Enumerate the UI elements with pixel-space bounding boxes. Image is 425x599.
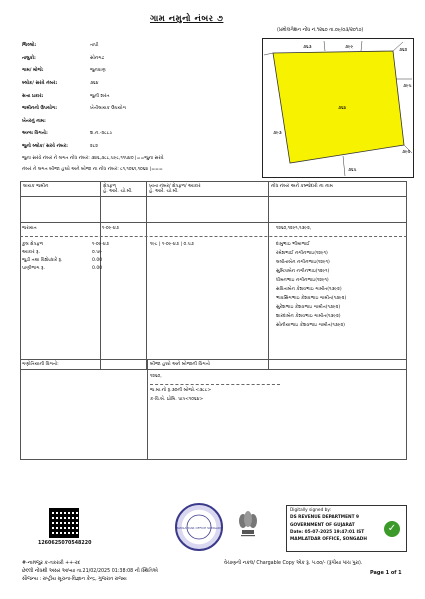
tenure-label: સત્તા પ્રકાર: bbox=[22, 94, 44, 99]
owner-item: રમેશભાઈ નગીનભાઇ(૧૨૯૧) bbox=[276, 251, 328, 256]
old-survey-label: જુનો બ્લોક/ સરવે નંબર: bbox=[22, 144, 68, 149]
boundary-line bbox=[343, 156, 345, 176]
land-area: ૧-૦૯-૪૭ bbox=[102, 226, 120, 231]
tenure-value: જુની શરત bbox=[90, 94, 110, 99]
signature-line: Date: 05-07-2025 19:47:01 IST bbox=[290, 530, 365, 536]
dashed-divider bbox=[150, 384, 280, 385]
neighbor-number: ૩૯૩ bbox=[273, 131, 282, 136]
taluka-label: તાલુકો: bbox=[22, 56, 36, 61]
owner-item: ધીમનભાઇ નગીનભાઇ(૧૨૯૧) bbox=[276, 278, 329, 283]
owner-item: સવિતાબેન કેશવભાઇ ગામીત(૧૩૯૨) bbox=[276, 287, 342, 292]
total-area-label: કુલ ક્ષેત્રફળ bbox=[22, 242, 44, 247]
status-date-text: છેલ્લી નોંધથી અસર આપ્યા તા.21/02/2025 01:38:08 ની સ્થિતિએ bbox=[22, 569, 158, 574]
plot-map-svg bbox=[263, 39, 413, 177]
signature-line: DS REVENUE DEPARTMENT 9 bbox=[290, 515, 360, 521]
judi-label: જુડી તથા વિશેષધારે રૂ. bbox=[22, 258, 63, 263]
neighbor-number: ૩૬૩ bbox=[303, 45, 312, 50]
district-value: તાપી bbox=[90, 43, 99, 48]
copy-charge-text: વેચાણની નકલ/ Chargable Copy એક રૂ. ૫.૦૦/- (રૂપીયા પાંચ પુરા). bbox=[224, 561, 363, 566]
owner-item: દામુભાઇ ભીમાભાઈ bbox=[276, 242, 310, 247]
owner-item: સુમિત્રાબેન નગીનભાઇ(૧૨૯૧) bbox=[276, 269, 330, 274]
office-seal bbox=[175, 503, 223, 551]
seal-ring bbox=[177, 505, 221, 549]
field-name-label: ખેતરનું નામ: bbox=[22, 119, 46, 124]
owner-item: લલીતાબેન નગીનભાઇ(૧૨૯૧) bbox=[276, 260, 330, 265]
signature-line: MAMLATDAR OFFICE, SONGADH bbox=[290, 537, 367, 543]
land-type: જરાયત bbox=[22, 226, 37, 231]
district-label: જિલ્લો: bbox=[22, 43, 37, 48]
row-divider bbox=[20, 369, 407, 370]
water-share-value: 0.00 bbox=[92, 266, 103, 271]
land-use-value: ખેતીલાયક ઉપયોગ bbox=[90, 106, 126, 111]
survey-number-label: બ્લોક/ સરવે નંબર: bbox=[22, 81, 58, 86]
owner-item: સોનીયાભાઇ કેશવભાઇ ગામીત(૧૩૯૨) bbox=[276, 323, 345, 328]
plot-number: ૩૬૪ bbox=[338, 106, 347, 111]
table-header bbox=[21, 182, 407, 197]
header-khata: ખાતા નંબર/ ક્ષેત્રફળ/ આકાર હે. આરે. ચો.મી. bbox=[147, 182, 269, 197]
neighbor-number: ૩૬૨ bbox=[399, 48, 408, 53]
other-details-value: શ.ન.-૨૮૮ઙ bbox=[90, 131, 113, 136]
old-rights-notes: નંબર ને લગત બીજા હક્કો અને બોજા ના નોંધ નંબર: ૮૧,૧૦૬૧,૧૦૬૪ |=== bbox=[22, 167, 163, 172]
emblem-lion bbox=[244, 511, 252, 527]
old-survey-value: ૨૮૨ bbox=[90, 144, 98, 149]
national-emblem-icon bbox=[232, 506, 264, 542]
total-area-value: ૧-૦૯-૪૭ bbox=[92, 242, 110, 247]
digital-signature-box bbox=[286, 505, 407, 552]
plot-map bbox=[262, 38, 414, 178]
tenant-details-label: ગણોતિયાની વિગતો: bbox=[22, 362, 59, 367]
village-value: જુનવાણ bbox=[90, 68, 106, 73]
header-area: ક્ષેત્રફળ હે. આરે. ચો.મી. bbox=[101, 182, 147, 197]
rights-entry: ૧૨૬૦, bbox=[150, 374, 162, 379]
owner-item: સુરેશભાઇ કેશવભાઇ ગામીત(૧૩૯૨) bbox=[276, 305, 341, 310]
rights-entry: જ.મા.નો રૂ.૩૦ની બોજો.<૩૮૮> bbox=[150, 388, 212, 393]
land-use-label: જમીનનો ઉપયોગ: bbox=[22, 106, 58, 111]
entry-numbers: ૧૨૬૦,૧૨૯૧,૧૩૯૨, bbox=[276, 226, 312, 231]
village-label: ગામ/ મોજે: bbox=[22, 68, 44, 73]
header-cultivable-land: લાયક જમીન bbox=[21, 182, 101, 197]
dashed-divider bbox=[20, 236, 407, 237]
khata-details: ૧૯૮ | ૧-૦૯-૪૭ | ૦.૫૭ bbox=[150, 242, 194, 247]
signature-line: Digitally signed by: bbox=[290, 508, 332, 513]
rights-section bbox=[20, 359, 407, 460]
boundary-line bbox=[361, 41, 362, 51]
seal-text: MAMLATDAR OFFICE SONGADH bbox=[177, 526, 221, 530]
courtesy-text: સૌજન્ય : રાષ્ટ્રીય સૂચના-વિજ્ઞાન કેન્દ્ર, ગુજરાત રાજ્ય bbox=[22, 577, 127, 582]
owner-item: ભાવસિંગભાઇ કેશવભાઇ ગામીત(૧૩૯૨) bbox=[276, 296, 347, 301]
owner-item: શારદાબેન કેશવભાઇ ગામીત(૧૩૯૨) bbox=[276, 314, 341, 319]
boundary-line bbox=[324, 41, 325, 51]
signature-line: GOVERNMENT OF GUJARAT bbox=[290, 522, 355, 528]
page-title: ગામ નમુનો નંબર ૭ bbox=[150, 14, 224, 24]
verified-check-icon: ✓ bbox=[384, 521, 400, 537]
legend-text: #-નામંજુર ક-તકરારી ++-રદ bbox=[22, 561, 81, 566]
emblem-base bbox=[242, 530, 254, 534]
page-number: Page 1 of 1 bbox=[370, 570, 402, 576]
assessment-label: આકાર રૂ. bbox=[22, 250, 40, 255]
rights-entry: ક-વિ.બે. પ્રોમિ. પાત્ર<૧૦૬૪> bbox=[150, 397, 204, 402]
water-share-label: પાણીભાગ રૂ. bbox=[22, 266, 45, 271]
assessment-value: ૦.૫૯ bbox=[92, 250, 102, 255]
header-owners: નોંધ નંબર અને કબ્જેદારો ના નામ bbox=[269, 182, 407, 197]
neighbor-number: ૩૯૯ bbox=[345, 45, 354, 50]
other-rights-label: બીજા હક્કો અને બોજાની વિગતો bbox=[150, 362, 210, 367]
land-record-table bbox=[20, 181, 407, 369]
neighbor-number: ૩૬૫ bbox=[348, 168, 357, 173]
emblem-motto-line bbox=[241, 535, 255, 536]
judi-value: 0.00 bbox=[92, 258, 103, 263]
taluka-value: સોનગઢ bbox=[90, 56, 104, 61]
other-details-label: અન્ય વિગતો: bbox=[22, 131, 48, 136]
row-divider bbox=[20, 222, 407, 223]
column-divider bbox=[147, 359, 148, 460]
boundary-line bbox=[264, 53, 273, 55]
survey-number-value: ૩૬૪ bbox=[90, 81, 99, 86]
qr-code bbox=[49, 508, 79, 538]
promulgation-note: (પ્રમોલગેશન નોંધ નં.૧૨૬૦ તા.૦૯/૦૩/૨૦૧૭) bbox=[277, 28, 364, 33]
old-survey-notes: જુના સરવે નંબર ને લગત નોંધ નંબર: ૩૪૬,૩૮૮,૫૯૮,૧૧૫૪૦ |==જુના સરવે bbox=[22, 156, 164, 161]
neighbor-number: ૩૯૨ bbox=[402, 150, 411, 155]
qr-number: 1260625070548220 bbox=[38, 541, 92, 546]
neighbor-number: ૩૯૫ bbox=[403, 84, 412, 89]
